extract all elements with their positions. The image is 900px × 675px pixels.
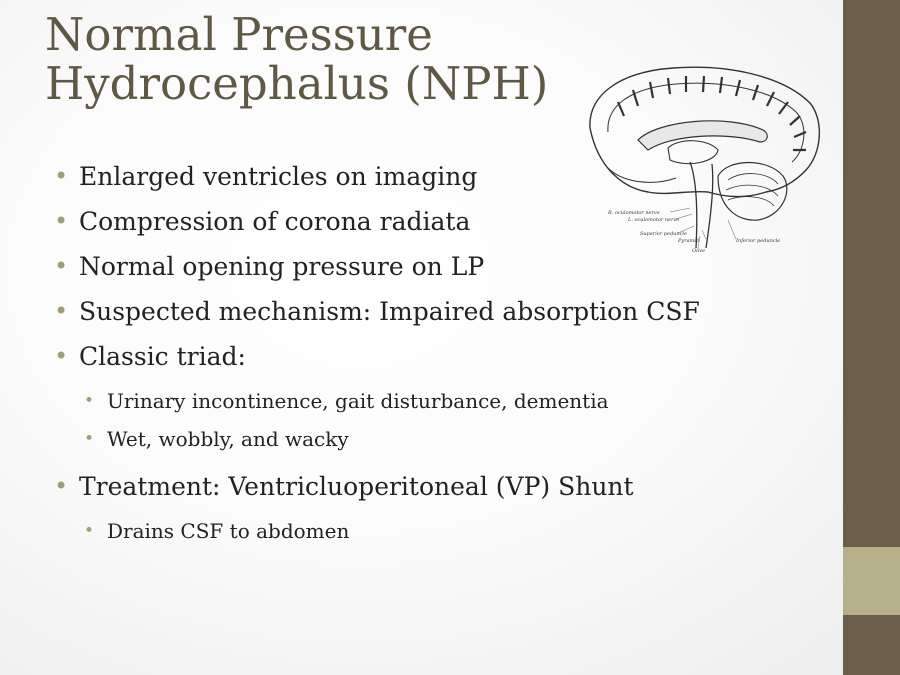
brain-label-olive: Olive (692, 248, 706, 254)
sub-bullet-triad-symptoms: • Urinary incontinence, gait disturbance, dementia (52, 383, 832, 421)
bullet-compression-corona-radiata: • Compression of corona radiata (52, 203, 832, 248)
brain-label-l-oculomotor: L. oculomotor nerve (628, 217, 680, 223)
brain-label-inferior-peduncle: Inferior peduncle (736, 238, 781, 244)
slide-title (45, 10, 605, 108)
bullet-normal-opening-pressure: • Normal opening pressure on LP (52, 248, 832, 293)
bullet-classic-triad: • Classic triad: (52, 338, 832, 383)
sidebar-accent-band (843, 547, 900, 615)
brain-label-pyramid: Pyramid (678, 238, 700, 244)
title-line-2: Hydrocephalus (NPH) (45, 57, 549, 110)
sub-bullet-drains-csf: • Drains CSF to abdomen (52, 513, 832, 551)
bullet-list (52, 158, 832, 551)
bullet-suspected-mechanism: • Suspected mechanism: Impaired absorption CSF (52, 293, 832, 338)
sidebar-decoration (843, 0, 900, 675)
brain-label-r-oculomotor: R. oculomotor nerve (608, 210, 660, 216)
bullet-enlarged-ventricles: • Enlarged ventricles on imaging (52, 158, 832, 203)
sub-bullet-triad-mnemonic: • Wet, wobbly, and wacky (52, 421, 832, 459)
brain-label-superior-peduncle: Superior peduncle (640, 231, 687, 237)
bullet-treatment: • Treatment: Ventricluoperitoneal (VP) Shunt (52, 468, 832, 513)
title-line-1: Normal Pressure (45, 8, 433, 61)
